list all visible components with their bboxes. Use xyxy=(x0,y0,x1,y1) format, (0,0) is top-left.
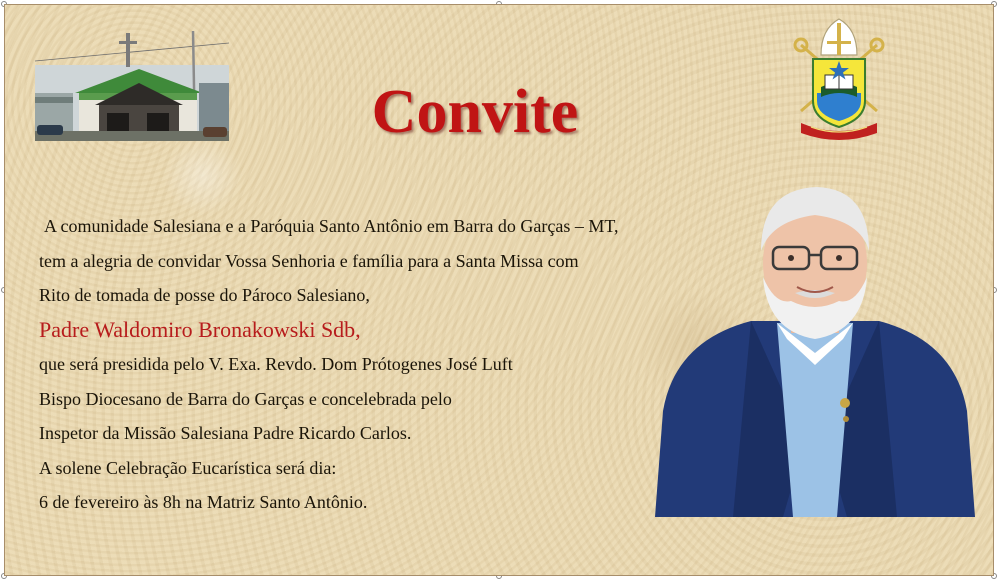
diocese-coat-of-arms xyxy=(791,15,887,143)
body-line-6: Bispo Diocesano de Barra do Garças e concelebrada pelo xyxy=(39,388,452,409)
body-line-8: A solene Celebração Eucarística será dia: xyxy=(39,457,337,478)
body-line-2: tem a alegria de convidar Vossa Senhoria e família para a Santa Missa com xyxy=(39,250,579,271)
body-line-3: Rito de tomada de posse do Pároco Salesiano, xyxy=(39,285,370,305)
body-line-7: Inspetor da Missão Salesiana Padre Ricardo Carlos. xyxy=(39,423,412,443)
page-title: Convite xyxy=(371,78,579,146)
church-photo xyxy=(35,31,229,141)
body-line-1: A comunidade Salesiana e a Paróquia Santo Antônio em Barra do Garças – MT, xyxy=(44,216,619,236)
invitation-card xyxy=(4,4,994,576)
body-line-9: 6 de fevereiro às 8h na Matriz Santo Antônio. xyxy=(39,492,368,512)
priest-name: Padre Waldomiro Bronakowski Sdb, xyxy=(39,316,361,342)
priest-portrait xyxy=(655,181,975,517)
body-line-5: que será presidida pelo V. Exa. Revdo. Dom Prótogenes José Luft xyxy=(39,354,513,374)
invitation-body xyxy=(39,213,719,524)
